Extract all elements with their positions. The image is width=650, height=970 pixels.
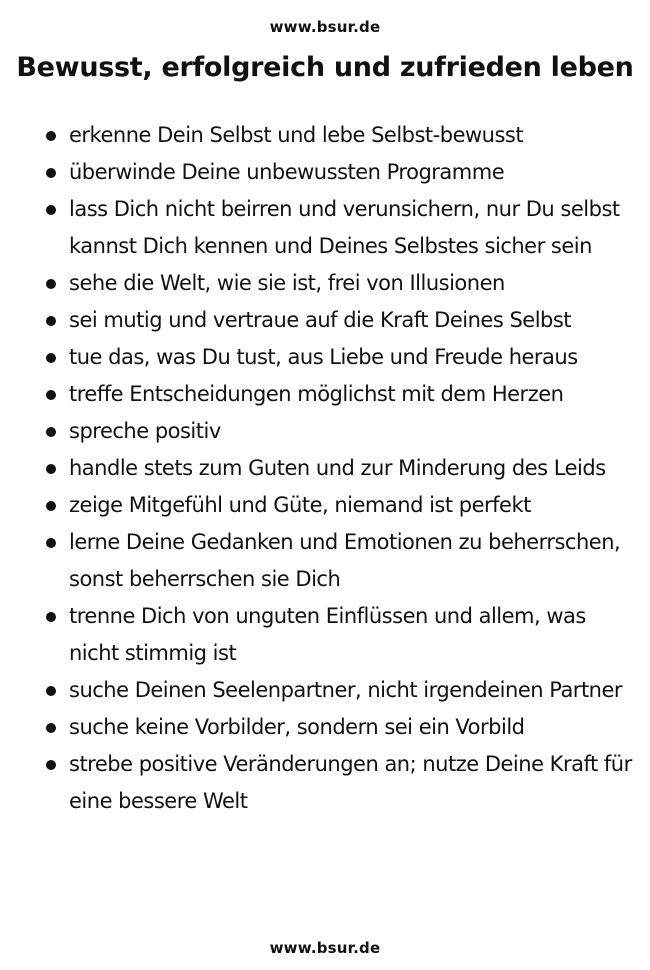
site-url-header: www.bsur.de [269,18,381,36]
bullet-icon [46,353,56,363]
list-item [44,302,634,339]
bullet-icon [46,279,56,289]
list-item [44,598,634,672]
list-item [44,672,634,709]
list-item [44,339,634,376]
list-item-text: treffe Entscheidungen möglichst mit dem Herzen [69,382,564,406]
bullet-icon [46,760,56,770]
list-item-text: suche Deinen Seelenpartner, nicht irgendeinen Partner [69,678,623,702]
list-item-text: lerne Deine Gedanken und Emotionen zu beherrschen, sonst beherrschen sie Dich [69,530,621,591]
list-item-text: handle stets zum Guten und zur Minderung des Leids [69,456,606,480]
list-item [44,413,634,450]
list-item [44,191,634,265]
list-item [44,265,634,302]
bullet-icon [46,538,56,548]
bullet-icon [46,390,56,400]
bullet-list [44,117,634,820]
list-item-text: suche keine Vorbilder, sondern sei ein Vorbild [69,715,525,739]
list-item [44,376,634,413]
bullet-icon [46,501,56,511]
list-item-text: lass Dich nicht beirren und verunsichern, nur Du selbst kannst Dich kennen und Deines Selbstes sicher sein [69,197,620,258]
list-item [44,746,634,820]
bullet-icon [46,427,56,437]
list-item-text: sei mutig und vertraue auf die Kraft Deines Selbst [69,308,572,332]
list-item [44,487,634,524]
list-item [44,450,634,487]
page-title: Bewusst, erfolgreich und zufrieden leben [16,52,634,83]
list-item-text: spreche positiv [69,419,221,443]
list-item [44,117,634,154]
bullet-icon [46,464,56,474]
list-item [44,524,634,598]
site-url-footer: www.bsur.de [269,939,381,957]
bullet-icon [46,316,56,326]
bullet-icon [46,723,56,733]
bullet-icon [46,686,56,696]
list-item-text: trenne Dich von unguten Einflüssen und allem, was nicht stimmig ist [69,604,586,665]
bullet-icon [46,168,56,178]
list-item [44,709,634,746]
list-item-text: tue das, was Du tust, aus Liebe und Freude heraus [69,345,578,369]
list-item [44,154,634,191]
bullet-icon [46,612,56,622]
list-item-text: strebe positive Veränderungen an; nutze Deine Kraft für eine bessere Welt [69,752,632,813]
bullet-icon [46,205,56,215]
list-item-text: überwinde Deine unbewussten Programme [69,160,505,184]
bullet-icon [46,131,56,141]
list-item-text: erkenne Dein Selbst und lebe Selbst-bewusst [69,123,524,147]
list-item-text: zeige Mitgefühl und Güte, niemand ist perfekt [69,493,531,517]
list-item-text: sehe die Welt, wie sie ist, frei von Illusionen [69,271,505,295]
